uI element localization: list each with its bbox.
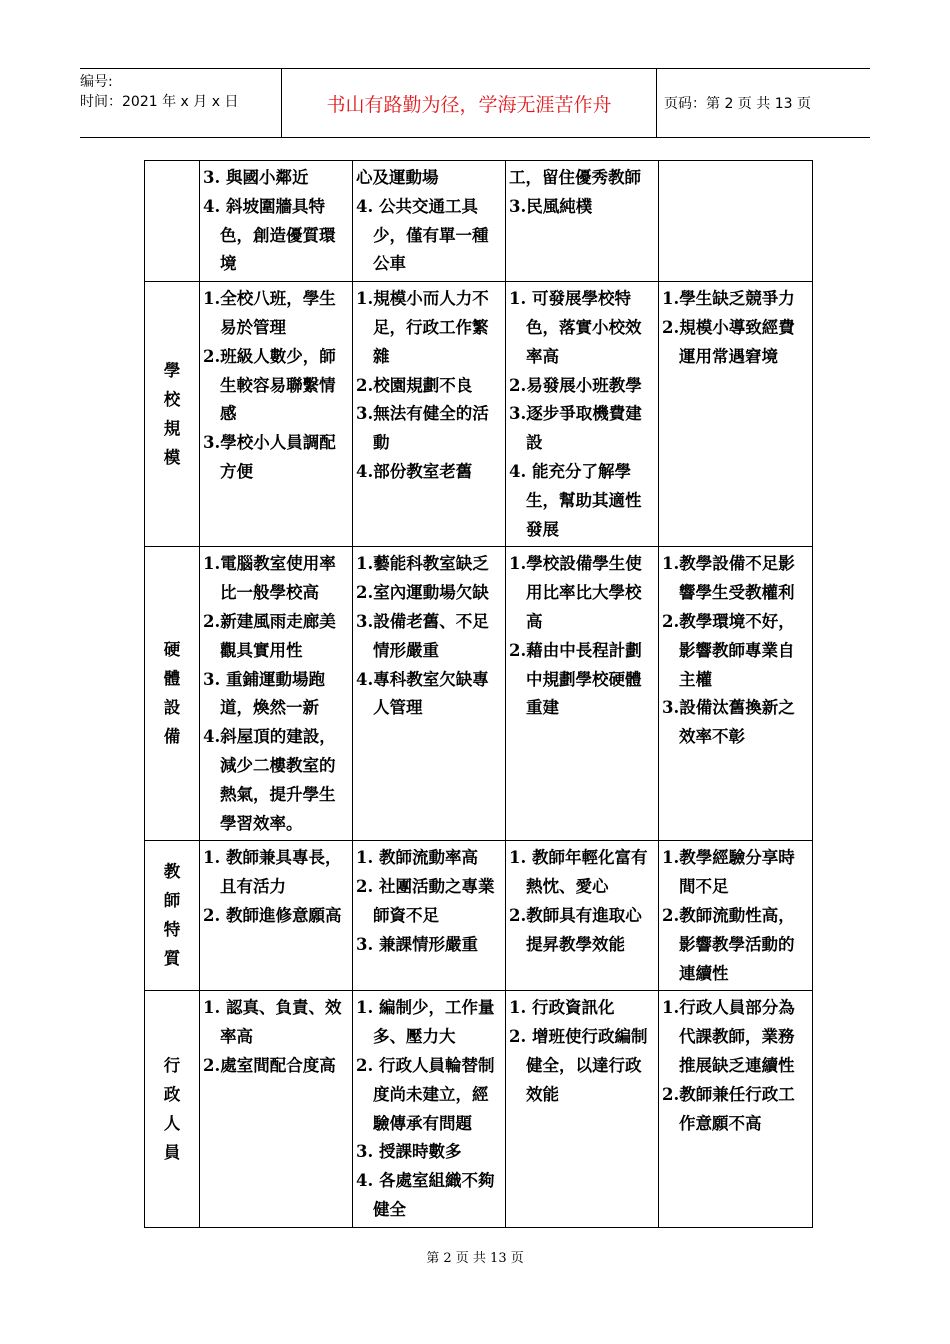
list-item: 4. 各處室組織不夠健全	[356, 1171, 495, 1219]
list-item: 2.教師具有進取心提昇教學效能	[509, 905, 642, 954]
page-header	[80, 68, 870, 138]
content-cell	[659, 841, 813, 991]
category-cell	[145, 161, 200, 282]
list-item: 3. 重鋪運動場跑道，煥然一新	[203, 669, 325, 718]
list-item: 4.斜屋頂的建設，減少二樓教室的熱氣，提升學生學習效率。	[203, 727, 336, 833]
content-cell	[506, 161, 659, 282]
list-item: 工，留住優秀教師	[509, 168, 641, 187]
category-label: 教師特質	[163, 862, 181, 969]
list-item: 1. 教師兼具專長，且有活力	[203, 848, 342, 897]
table-row	[145, 991, 813, 1227]
list-item: 1. 編制少，工作量多、壓力大	[356, 998, 495, 1047]
list-item: 4.部份教室老舊	[356, 461, 473, 481]
list-item: 3.設備汰舊換新之效率不彰	[662, 698, 795, 747]
doc-date: 时间：2021 年 x 月 x 日	[80, 94, 239, 110]
content-cell	[353, 547, 506, 841]
content-cell	[353, 841, 506, 991]
category-cell	[145, 991, 200, 1227]
list-item: 1. 認真、負責、效率高	[203, 998, 342, 1047]
content-cell	[200, 991, 353, 1227]
table-row	[145, 282, 813, 547]
header-meta	[80, 69, 280, 140]
list-item: 1. 行政資訊化	[509, 998, 615, 1018]
list-item: 3.民風純樸	[509, 196, 593, 216]
list-item: 3.逐步爭取機費建設	[509, 404, 642, 453]
list-item: 2.教師兼任行政工作意願不高	[662, 1084, 795, 1133]
list-item: 2. 增班使行政編制健全，以達行政效能	[509, 1027, 648, 1104]
list-item: 2.易發展小班教學	[509, 375, 642, 395]
list-item: 4. 斜坡圍牆具特色，創造優質環境	[203, 196, 336, 274]
category-cell	[145, 841, 200, 991]
list-item: 3. 授課時數多	[356, 1142, 462, 1162]
content-cell	[506, 547, 659, 841]
list-item: 1.藝能科教室缺乏	[356, 554, 489, 574]
swot-table	[144, 160, 813, 1228]
category-cell	[145, 547, 200, 841]
category-cell	[145, 282, 200, 547]
list-item: 3. 與國小鄰近	[203, 168, 309, 187]
list-item: 3. 兼課情形嚴重	[356, 934, 478, 954]
list-item: 心及運動場	[356, 168, 439, 187]
list-item: 1. 教師流動率高	[356, 848, 478, 868]
list-item: 2.教師流動性高，影響教學活動的連續性	[662, 905, 795, 983]
content-cell	[200, 282, 353, 547]
content-cell	[200, 161, 353, 282]
list-item: 2.校園規劃不良	[356, 375, 473, 395]
list-item: 3.設備老舊、不足情形嚴重	[356, 611, 489, 660]
list-item: 3.無法有健全的活動	[356, 404, 489, 453]
list-item: 2.藉由中長程計劃中規劃學校硬體重建	[509, 640, 642, 718]
category-label: 學校規模	[163, 360, 181, 467]
list-item: 3.學校小人員調配方便	[203, 433, 336, 481]
content-cell	[659, 282, 813, 547]
table-row	[145, 161, 813, 282]
list-item: 2.處室間配合度高	[203, 1055, 336, 1075]
table-row	[145, 547, 813, 841]
list-item: 1.教學設備不足影響學生受教權利	[662, 554, 795, 603]
content-cell	[659, 547, 813, 841]
list-item: 4. 公共交通工具少，僅有單一種公車	[356, 196, 489, 274]
content-cell	[659, 991, 813, 1227]
content-cell	[506, 282, 659, 547]
content-cell	[506, 991, 659, 1227]
list-item: 1.學生缺乏競爭力	[662, 289, 795, 309]
content-cell	[200, 547, 353, 841]
content-cell	[353, 282, 506, 547]
list-item: 1.教學經驗分享時間不足	[662, 848, 795, 897]
list-item: 2.班級人數少，師生較容易聯繫情感	[203, 346, 336, 424]
header-page-info: 页码：第 2 页 共 13 页	[664, 96, 811, 112]
content-cell	[353, 161, 506, 282]
list-item: 1.學校設備學生使用比率比大學校高	[509, 554, 642, 631]
content-cell	[659, 161, 813, 282]
list-item: 2. 社團活動之專業師資不足	[356, 877, 495, 925]
list-item: 1.電腦教室使用率比一般學校高	[203, 554, 336, 603]
table-row	[145, 841, 813, 991]
list-item: 1. 教師年輕化富有熱忱、愛心	[509, 848, 648, 897]
content-cell	[200, 841, 353, 991]
list-item: 2. 行政人員輪替制度尚未建立，經驗傳承有問題	[356, 1055, 495, 1133]
list-item: 1.規模小而人力不足，行政工作繁雜	[356, 289, 489, 366]
page-footer: 第 2 页 共 13 页	[426, 1251, 524, 1266]
list-item: 1.全校八班，學生易於管理	[203, 289, 336, 337]
header-motto: 书山有路勤为径，学海无涯苦作舟	[281, 69, 657, 137]
list-item: 2.新建風雨走廊美觀具實用性	[203, 611, 336, 660]
list-item: 2.規模小導致經費運用常遇窘境	[662, 317, 795, 366]
list-item: 2.教學環境不好，影響教師專業自主權	[662, 611, 795, 689]
list-item: 2.室內運動場欠缺	[356, 583, 489, 603]
content-cell	[506, 841, 659, 991]
category-label: 硬體設備	[163, 640, 181, 747]
list-item: 1. 可發展學校特色，落實小校效率高	[509, 289, 642, 366]
list-item: 2. 教師進修意願高	[203, 905, 342, 925]
doc-number: 编号:	[80, 74, 113, 90]
list-item: 1.行政人員部分為代課教師，業務推展缺乏連續性	[662, 998, 795, 1075]
list-item: 4. 能充分了解學生，幫助其適性發展	[509, 461, 642, 539]
content-cell	[353, 991, 506, 1227]
list-item: 4.專科教室欠缺專人管理	[356, 669, 489, 718]
category-label: 行政人員	[163, 1055, 181, 1162]
